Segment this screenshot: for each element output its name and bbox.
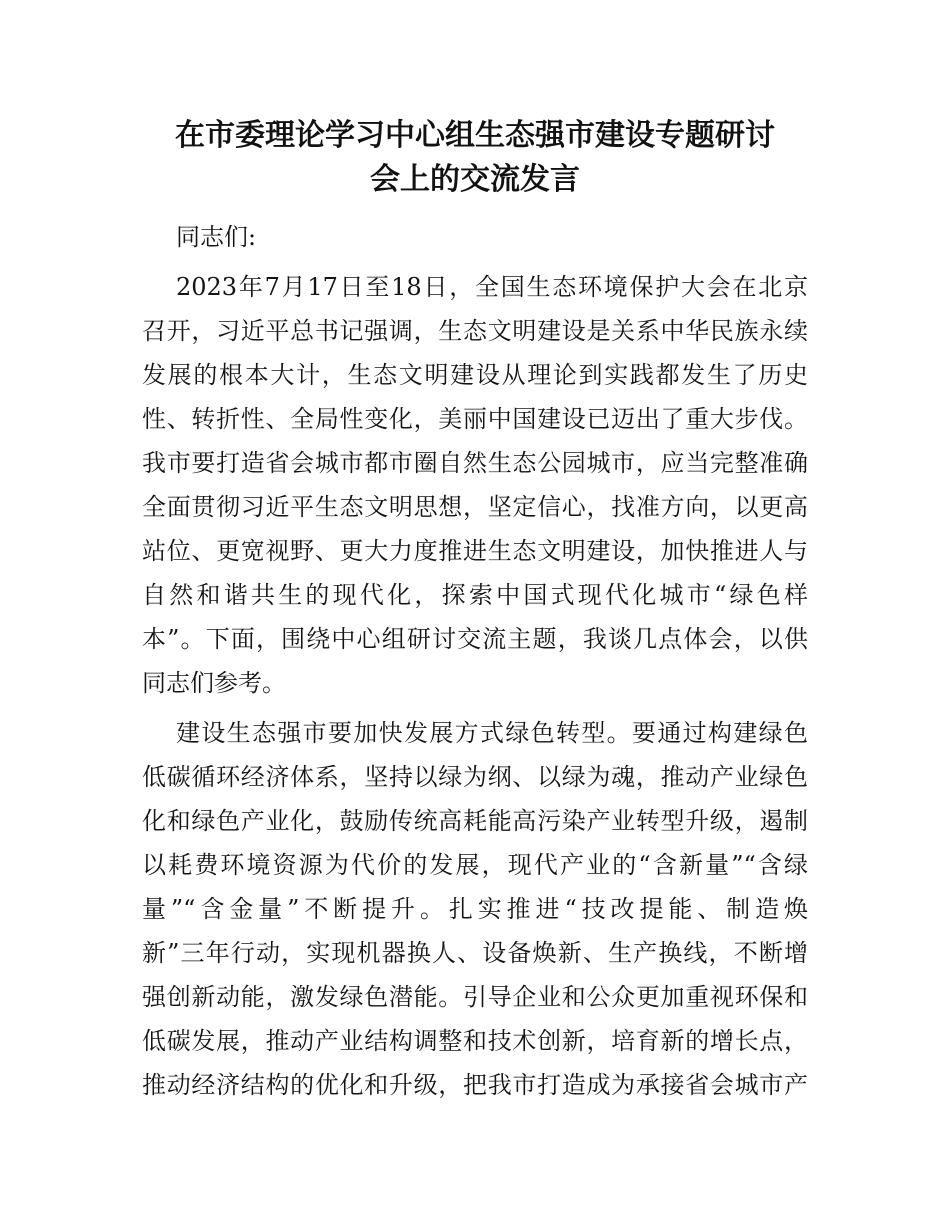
paragraph-line: 本”。下面，围绕中心组研讨交流主题，我谈几点体会，以供	[142, 625, 808, 653]
paragraph-line: 我市要打造省会城市都市圈自然生态公园城市，应当完整准确	[142, 449, 808, 477]
paragraph-line: 强创新动能，激发绿色潜能。引导企业和公众更加重视环保和	[142, 983, 808, 1011]
salutation: 同志们:	[176, 223, 257, 251]
paragraph-line: 自然和谐共生的现代化，探索中国式现代化城市“绿色样	[142, 581, 808, 609]
paragraph-line: 性、转折性、全局性变化，美丽中国建设已迈出了重大步伐。	[142, 405, 808, 433]
paragraph-line: 低碳发展，推动产业结构调整和技术创新，培育新的增长点，	[142, 1027, 808, 1055]
paragraph-line: 低碳循环经济体系，坚持以绿为纲、以绿为魂，推动产业绿色	[142, 763, 808, 791]
paragraph-line: 量”“含金量”不断提升。扎实推进“技改提能、制造焕	[142, 895, 808, 923]
paragraph-line: 建设生态强市要加快发展方式绿色转型。要通过构建绿色	[176, 719, 808, 747]
document-title-line-2: 会上的交流发言	[370, 162, 580, 197]
document-title-line-1: 在市委理论学习中心组生态强市建设专题研讨	[175, 118, 775, 153]
paragraph-line: 同志们参考。	[142, 669, 286, 697]
paragraph-line: 推动经济结构的优化和升级，把我市打造成为承接省会城市产	[142, 1071, 808, 1099]
paragraph-line: 站位、更宽视野、更大力度推进生态文明建设，加快推进人与	[142, 537, 808, 565]
paragraph-line: 新”三年行动，实现机器换人、设备焕新、生产换线，不断增	[142, 939, 808, 967]
paragraph-line: 召开，习近平总书记强调，生态文明建设是关系中华民族永续	[142, 317, 808, 345]
paragraph-line: 以耗费环境资源为代价的发展，现代产业的“含新量”“含绿	[142, 851, 808, 879]
paragraph-line: 全面贯彻习近平生态文明思想，坚定信心，找准方向，以更高	[142, 493, 808, 521]
paragraph-line: 化和绿色产业化，鼓励传统高耗能高污染产业转型升级，遏制	[142, 807, 808, 835]
paragraph-line: 2023年7月17日至18日，全国生态环境保护大会在北京	[176, 273, 808, 301]
paragraph-line: 发展的根本大计，生态文明建设从理论到实践都发生了历史	[142, 361, 808, 389]
